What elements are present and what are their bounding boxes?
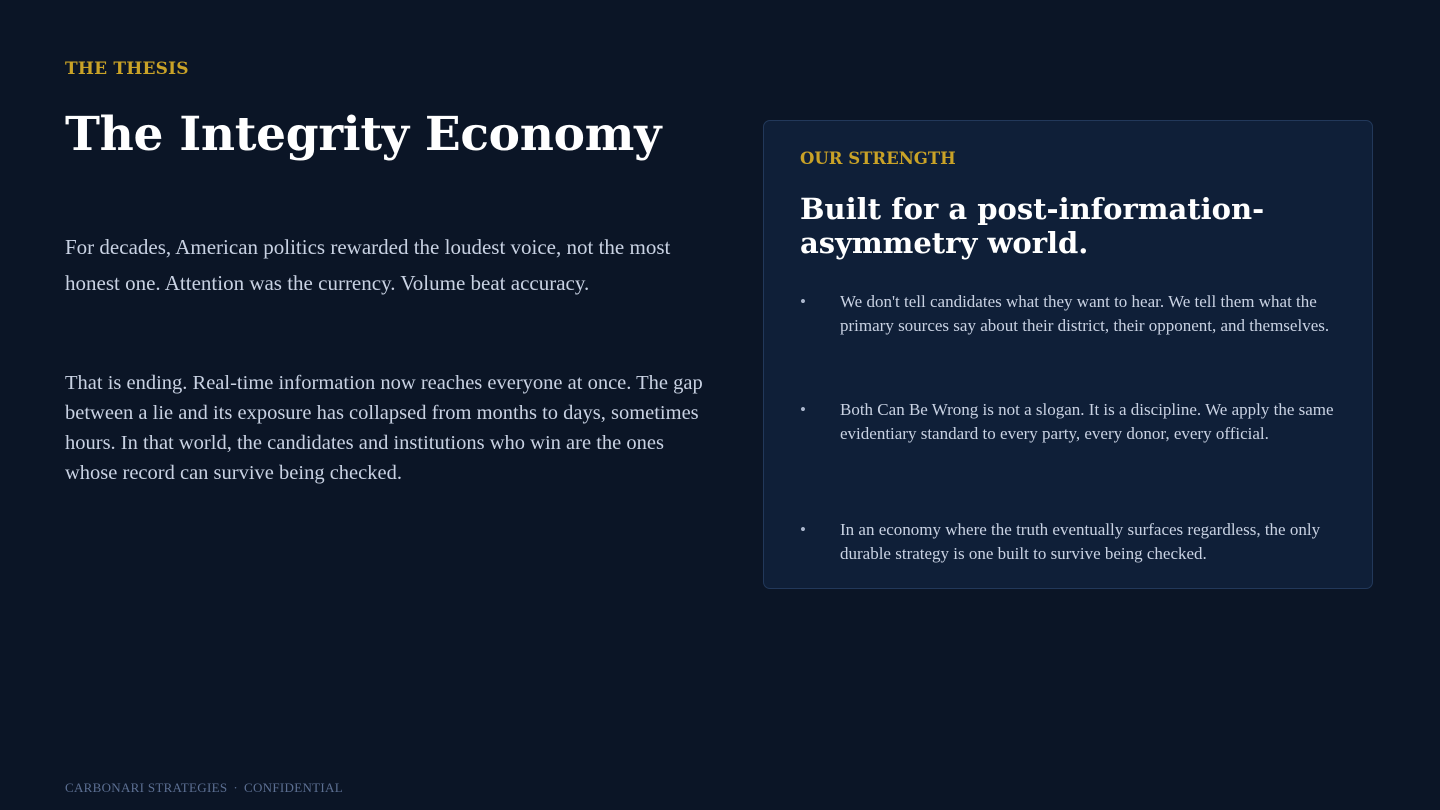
bullet-dot-icon: •: [800, 400, 806, 419]
list-item-text: Both Can Be Wrong is not a slogan. It is a discipline. We apply the same evidentiary standard to every party, every donor, every official.: [840, 400, 1334, 443]
card-eyebrow: OUR STRENGTH: [800, 149, 956, 168]
bullet-dot-icon: •: [800, 292, 806, 311]
footer: [65, 780, 343, 796]
footer-company: CARBONARI STRATEGIES: [65, 780, 228, 795]
page-title: The Integrity Economy: [65, 107, 662, 162]
body-paragraph: That is ending. Real-time information now reaches everyone at once. The gap between a lie and its exposure has collapsed from months to days, sometimes hours. In that world, the candidates and institutions who win are the ones whose record can survive being checked.: [65, 372, 703, 484]
footer-separator: ·: [233, 780, 239, 795]
list-item-text: In an economy where the truth eventually surfaces regardless, the only durable strategy is one built to survive being checked.: [840, 520, 1321, 563]
list-item: [800, 398, 1340, 446]
footer-label: CONFIDENTIAL: [244, 780, 343, 795]
card-title: Built for a post-information-asymmetry world.: [800, 192, 1265, 260]
bullet-dot-icon: •: [800, 520, 806, 539]
intro-paragraph: For decades, American politics rewarded the loudest voice, not the most honest one. Attention was the currency. Volume beat accuracy.: [65, 235, 671, 295]
list-item-text: We don't tell candidates what they want to hear. We tell them what the primary sources say about their district, their opponent, and themselves.: [840, 292, 1330, 335]
list-item: [800, 290, 1340, 338]
strength-card: [763, 120, 1373, 589]
section-eyebrow: THE THESIS: [65, 59, 189, 79]
list-item: [800, 518, 1340, 566]
